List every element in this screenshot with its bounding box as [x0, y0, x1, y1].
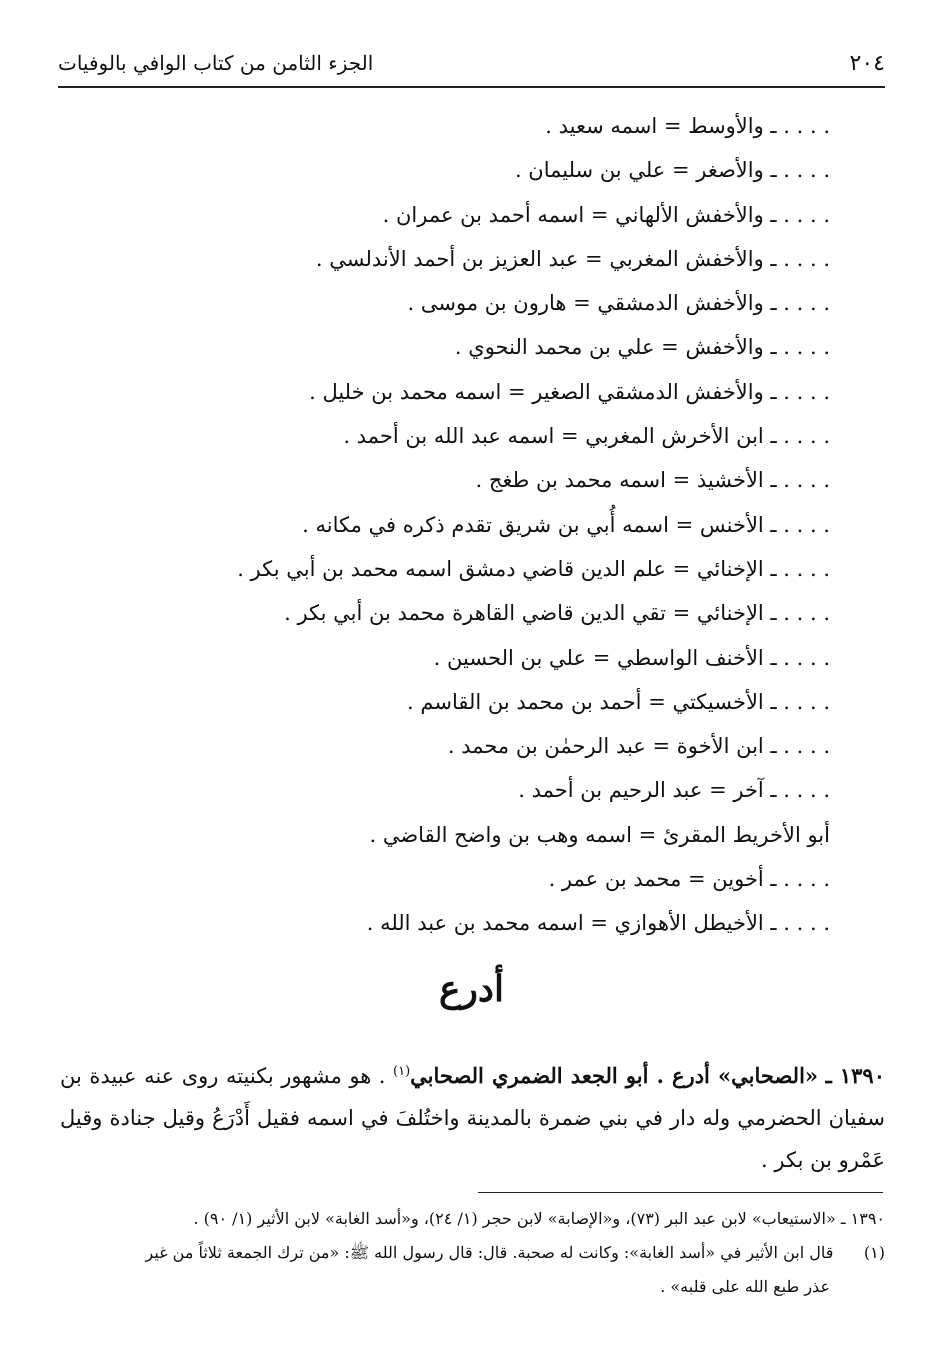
list-item: . . . . ـ الإخنائي = تقي الدين قاضي القاهرة محمد بن أبي بكر .	[284, 601, 830, 626]
entry-body: . هو مشهور بكنيته روى عنه عبيدة بن سفيان الحضرمي وله دار في بني ضمرة بالمدينة واختُلفَ في اسمه فقيل أَدْرَعُ وقيل جنادة وقيل عَمْرو بن بكر .	[60, 1064, 885, 1172]
list-item: . . . . ـ والأوسط = اسمه سعيد .	[545, 114, 830, 138]
list-item: . . . . ـ والأخفش الدمشقي الصغير = اسمه محمد بن خليل .	[309, 379, 830, 404]
footnote-reference[interactable]: (١)	[393, 1064, 411, 1079]
list-item: . . . . ـ الأخنف الواسطي = علي بن الحسين .	[433, 645, 830, 670]
list-item: . . . . ـ الأخنس = اسمه أُبي بن شريق تقدم ذكره في مكانه .	[302, 512, 830, 537]
list-item: . . . . ـ والأخفش الدمشقي = هارون بن موسى .	[407, 291, 830, 316]
list-item: . . . . ـ والأخفش = علي بن محمد النحوي .	[454, 335, 830, 360]
list-item: . . . . ـ والأخفش المغربي = عبد العزيز بن أحمد الأندلسي .	[315, 246, 830, 271]
footnote-marker: (١)	[863, 1243, 885, 1262]
footnote-1-continuation: عذر طبع الله على قلبه» .	[660, 1277, 830, 1296]
list-item: . . . . ـ الأخسيكتي = أحمد بن محمد بن القاسم .	[407, 689, 830, 714]
list-item: . . . . ـ الأخشيذ = اسمه محمد بن طغج .	[475, 468, 830, 493]
page-number: ٢٠٤	[849, 50, 885, 76]
list-item: . . . . ـ ابن الأخرش المغربي = اسمه عبد الله بن أحمد .	[343, 424, 830, 449]
footnote-text: قال ابن الأثير في «أسد الغابة»: وكانت له صحبة. قال: قال رسول الله ﷺ: «من ترك الجمعة ثلاثاً من غير	[145, 1243, 834, 1262]
list-item: . . . . ـ آخر = عبد الرحيم بن أحمد .	[518, 778, 830, 803]
list-item: . . . . ـ الإخنائي = علم الدين قاضي دمشق اسمه محمد بن أبي بكر .	[237, 556, 830, 581]
list-item: . . . . ـ ابن الأخوة = عبد الرحمٰن بن محمد .	[447, 734, 830, 759]
page-header	[58, 40, 885, 88]
list-item: . . . . ـ والأخفش الألهاني = اسمه أحمد بن عمران .	[382, 202, 830, 227]
footnote-1	[60, 1236, 885, 1270]
list-item: أبو الأخريط المقرئ = اسمه وهب بن واضح القاضي .	[369, 822, 830, 847]
footnote-divider	[478, 1192, 883, 1193]
list-item: . . . . ـ الأخيطل الأهوازي = اسمه محمد بن عبد الله .	[366, 911, 830, 936]
running-title: الجزء الثامن من كتاب الوافي بالوفيات	[58, 51, 374, 75]
list-item: . . . . ـ أخوين = محمد بن عمر .	[548, 867, 830, 892]
list-item: . . . . ـ والأصغر = علي بن سليمان .	[514, 158, 830, 183]
cross-reference-list	[60, 104, 830, 946]
footnotes	[60, 1202, 885, 1304]
entry-number: ١٣٩٠ ـ	[825, 1063, 885, 1088]
source-footnote: ١٣٩٠ ـ «الاستيعاب» لابن عبد البر (٧٣)، و«الإصابة» لابن حجر (١/ ٢٤)، و«أسد الغابة» لابن الأثير (١/ ٩٠) .	[193, 1209, 885, 1228]
biography-entry	[60, 1051, 885, 1181]
entry-title: «الصحابي» أدرع . أبو الجعد الضمري الصحابي	[410, 1063, 819, 1088]
section-heading: أدرع	[439, 968, 504, 1010]
